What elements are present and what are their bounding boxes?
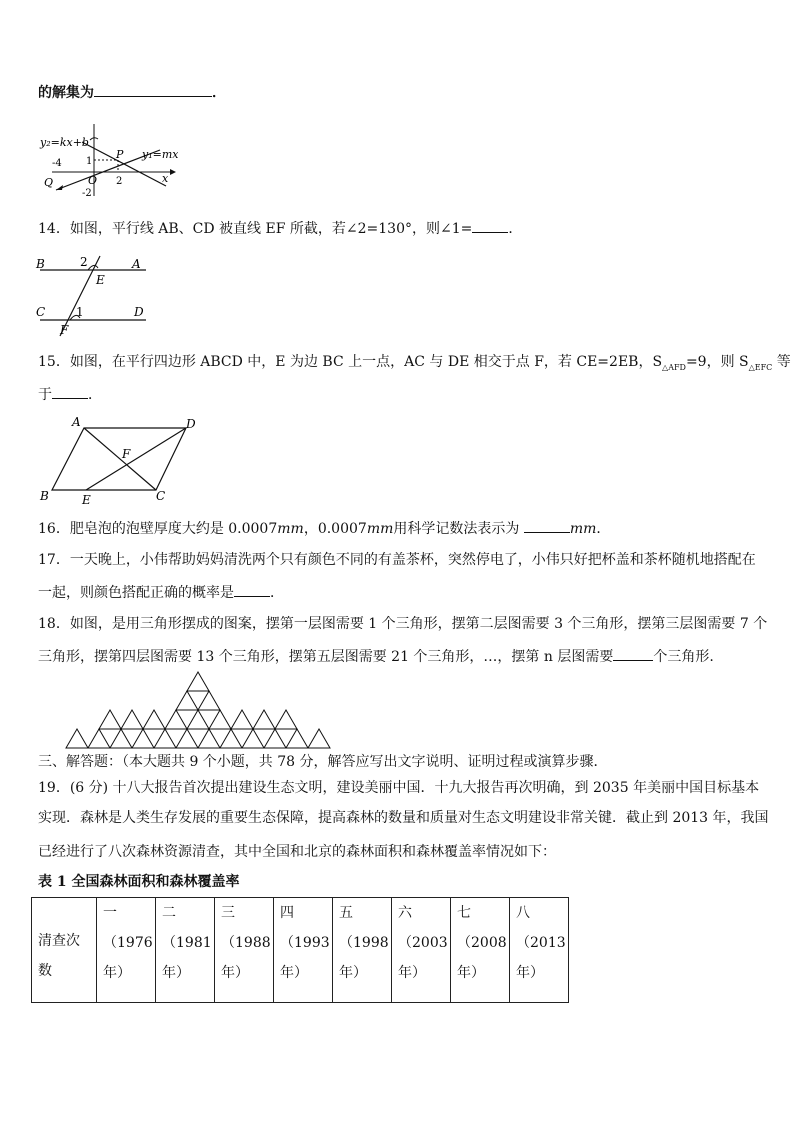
- triangle-shape: [198, 729, 220, 748]
- forest-survey-table: [31, 897, 569, 1003]
- figure-14-svg: [34, 250, 154, 342]
- y1-label: y₁=mx: [142, 148, 178, 161]
- point-a-label: A: [72, 415, 81, 429]
- triangle-shape: [165, 710, 187, 729]
- q18-line1: 18．如图，是用三角形摆成的图案，摆第一层图需要 1 个三角形，摆第二层图需要 3 个三角形，摆第三层图需要 7 个: [38, 616, 768, 632]
- table-cell-8: 八 （2013 年）: [510, 898, 569, 1003]
- triangle-shape: [198, 691, 220, 710]
- triangle-shape: [66, 729, 88, 748]
- q19-line2: 实现．森林是人类生存发展的重要生态保障，提高森林的数量和质量对生态文明建设非常关键．截止到 2013 年，我国: [38, 810, 769, 826]
- q19-line1: 19．(6 分) 十八大报告首次提出建设生态文明，建设美丽中国．十九大报告再次明确，到 2035 年美丽中国目标基本: [38, 780, 760, 796]
- figure-18-svg: [56, 670, 340, 750]
- triangle-shape: [286, 729, 308, 748]
- figure-13-svg: [38, 106, 178, 198]
- triangle-shape: [154, 729, 176, 748]
- figure-triangle-pattern: [56, 670, 340, 754]
- angle-1-label: 1: [76, 305, 84, 319]
- figure-parallelogram: [38, 414, 202, 512]
- answer-blank: [613, 646, 653, 661]
- table-cell-5: 五 （1998 年）: [333, 898, 392, 1003]
- figure-linear-functions: [38, 106, 178, 202]
- triangle-shape: [132, 729, 154, 748]
- point-d-label: D: [186, 417, 196, 431]
- table-cell-2: 二 （1981 年）: [156, 898, 215, 1003]
- triangle-shape: [187, 672, 209, 691]
- y2-label: y₂=kx+b: [40, 136, 89, 149]
- figure-15-svg: [38, 414, 202, 508]
- point-p-label: P: [116, 148, 124, 161]
- section-3-heading: 三、解答题：（本大题共 9 个小题，共 78 分，解答应写出文字说明、证明过程或演算步骤．: [38, 754, 608, 770]
- figure-parallel-lines: [34, 250, 154, 346]
- table-cell-6: 六 （2003 年）: [392, 898, 451, 1003]
- triangle-shape: [99, 710, 121, 729]
- table-cell-7: 七 （2008 年）: [451, 898, 510, 1003]
- point-q-label: Q: [44, 176, 54, 189]
- tick-1: 1: [86, 156, 93, 167]
- answer-blank: [524, 518, 570, 533]
- table-caption: 表 1 全国森林面积和森林覆盖率: [38, 874, 240, 890]
- point-c-label: C: [36, 305, 46, 319]
- point-e-label: E: [96, 273, 105, 287]
- answer-blank: [94, 82, 212, 97]
- q15-line1: 15．如图，在平行四边形 ABCD 中，E 为边 BC 上一点，AC 与 DE 相交于点 F，若 CE=2EB，$S_{\triangle AFD}=9$，则 $S_{\triangle EFC}$ 等: [38, 354, 791, 372]
- triangle-shape: [209, 710, 231, 729]
- answer-blank: [52, 384, 88, 399]
- triangle-shape: [264, 729, 286, 748]
- table-cell-4: 四 （1993 年）: [274, 898, 333, 1003]
- angle-2-label: 2: [80, 255, 88, 269]
- point-e-label: E: [82, 493, 91, 507]
- tick-minus2: -2: [82, 188, 92, 198]
- triangle-shape: [176, 729, 198, 748]
- q13-text: 的解集为 ．: [38, 82, 226, 103]
- tick-2: 2: [116, 176, 123, 187]
- q18-line2: 三角形，摆第四层图需要 13 个三角形，摆第五层图需要 21 个三角形，…，摆第 n 层图需要 个三角形.: [38, 646, 714, 667]
- answer-blank: [472, 218, 508, 233]
- triangle-shape: [110, 729, 132, 748]
- triangle-shape: [242, 729, 264, 748]
- point-b-label: B: [36, 257, 45, 271]
- x-axis-label: x: [162, 172, 169, 185]
- answer-blank: [234, 582, 270, 597]
- q19-line3: 已经进行了八次森林资源清查，其中全国和北京的森林面积和森林覆盖率情况如下：: [38, 844, 556, 860]
- origin-label: O: [88, 174, 98, 187]
- q17-line2: 一起，则颜色搭配正确的概率是 ．: [38, 582, 284, 603]
- q17-line1: 17．一天晚上，小伟帮助妈妈清洗两个只有颜色不同的有盖茶杯，突然停电了，小伟只好把杯盖和茶杯随机地搭配在: [38, 552, 756, 568]
- table-cell-1: 一 （1976 年）: [97, 898, 156, 1003]
- table-row: [32, 898, 569, 1003]
- triangle-shape: [143, 710, 165, 729]
- point-a-label: A: [132, 257, 141, 271]
- table-header-cell: 清查次 数: [32, 898, 97, 1003]
- point-f-label: F: [122, 447, 131, 461]
- triangle-shape: [308, 729, 330, 748]
- triangle-shape: [275, 710, 297, 729]
- point-f-label: F: [60, 323, 69, 337]
- triangle-shape: [253, 710, 275, 729]
- triangle-shape: [187, 710, 209, 729]
- tick-minus4: -4: [52, 158, 62, 169]
- triangle-shape: [220, 729, 242, 748]
- q14-text: 14．如图，平行线 AB、CD 被直线 EF 所截，若∠2=130°，则∠1= ．: [38, 218, 522, 239]
- q16-text: 16．肥皂泡的泡壁厚度大约是 0.0007mm，0.0007mm用科学记数法表示为 mm．: [38, 518, 610, 539]
- q15-line2: 于 ．: [38, 384, 102, 405]
- point-d-label: D: [134, 305, 144, 319]
- triangle-shape: [231, 710, 253, 729]
- triangle-shape: [88, 729, 110, 748]
- point-b-label: B: [40, 489, 49, 503]
- point-c-label: C: [156, 489, 166, 503]
- triangle-shape: [176, 691, 198, 710]
- table-cell-3: 三 （1988 年）: [215, 898, 274, 1003]
- triangle-shape: [121, 710, 143, 729]
